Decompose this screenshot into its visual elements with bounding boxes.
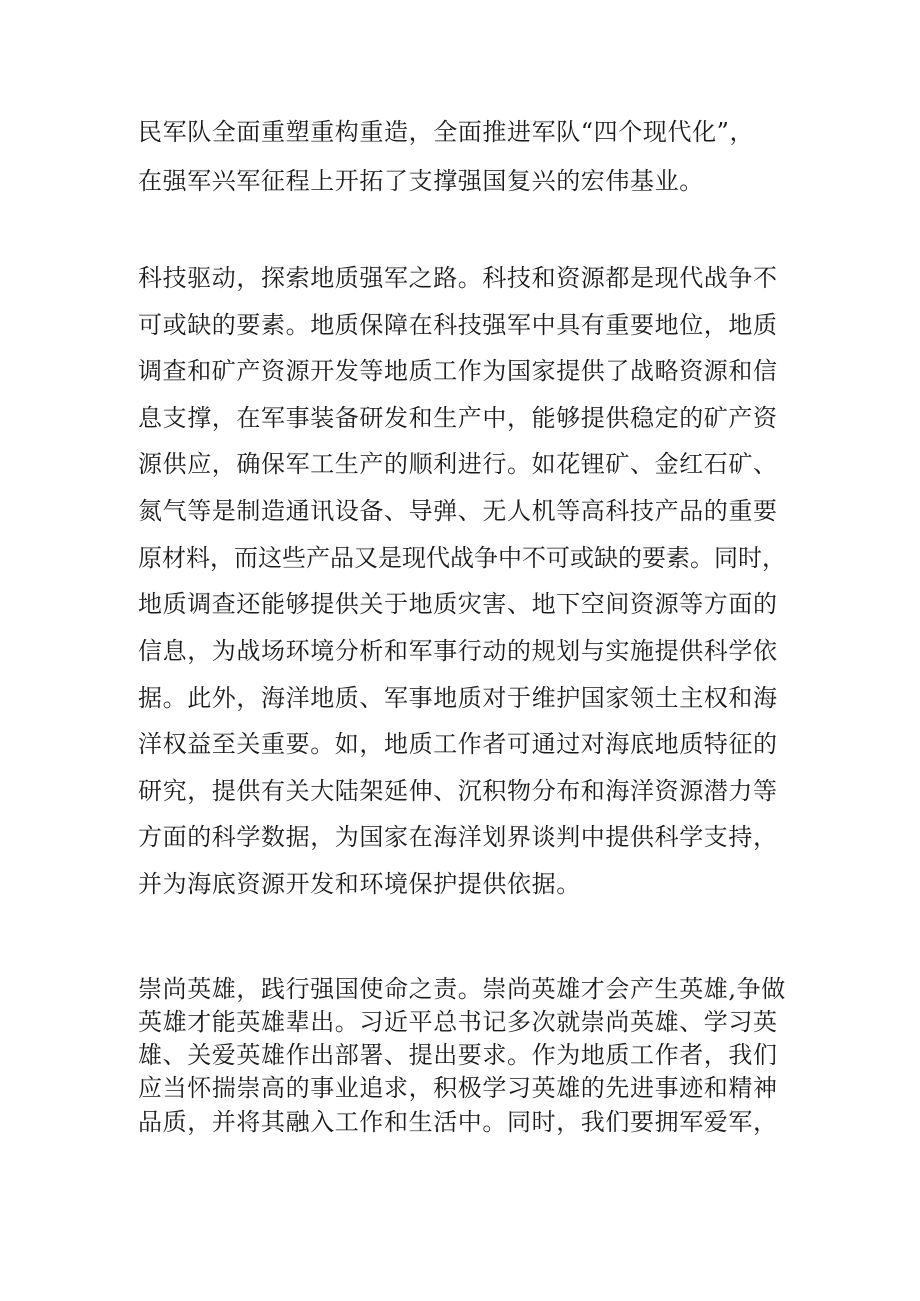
text-line: 科技驱动，探索地质强军之路。科技和资源都是现代战争不	[138, 264, 778, 292]
text-line: 英雄才能英雄辈出。习近平总书记多次就崇尚英雄、学习英	[138, 1008, 778, 1036]
text-line: 息支撑，在军事装备研发和生产中，能够提供稳定的矿产资	[138, 404, 778, 432]
text-line: 雄、关爱英雄作出部署、提出要求。作为地质工作者，我们	[138, 1041, 778, 1069]
text-line: 民军队全面重塑重构重造，全面推进军队“四个现代化”，	[138, 118, 755, 146]
text-line: 洋权益至关重要。如，地质工作者可通过对海底地质特征的	[138, 730, 778, 758]
text-line: 据。此外，海洋地质、军事地质对于维护国家领土主权和海	[138, 684, 778, 712]
text-line: 品质，并将其融入工作和生活中。同时，我们要拥军爱军，	[138, 1108, 778, 1136]
text-line: 调查和矿产资源开发等地质工作为国家提供了战略资源和信	[138, 357, 778, 385]
text-line: 地质调查还能够提供关于地质灾害、地下空间资源等方面的	[138, 590, 778, 618]
text-line: 原材料，而这些产品又是现代战争中不可或缺的要素。同时，	[138, 544, 786, 572]
text-line: 氮气等是制造通讯设备、导弹、无人机等高科技产品的重要	[138, 497, 778, 525]
text-line: 可或缺的要素。地质保障在科技强军中具有重要地位，地质	[138, 311, 778, 339]
text-line: 应当怀揣崇高的事业追求，积极学习英雄的先进事迹和精神	[138, 1074, 778, 1102]
text-line: 方面的科学数据，为国家在海洋划界谈判中提供科学支持，	[138, 823, 778, 851]
text-line: 崇尚英雄，践行强国使命之责。崇尚英雄才会产生英雄,争做	[138, 975, 786, 1003]
text-line: 研究，提供有关大陆架延伸、沉积物分布和海洋资源潜力等	[138, 777, 778, 805]
text-line: 在强军兴军征程上开拓了支撑强国复兴的宏伟基业。	[138, 167, 704, 195]
text-line: 信息，为战场环境分析和军事行动的规划与实施提供科学依	[138, 637, 778, 665]
text-line: 源供应，确保军工生产的顺利进行。如花锂矿、金红石矿、	[138, 450, 778, 478]
text-line: 并为海底资源开发和环境保护提供依据。	[138, 870, 581, 898]
